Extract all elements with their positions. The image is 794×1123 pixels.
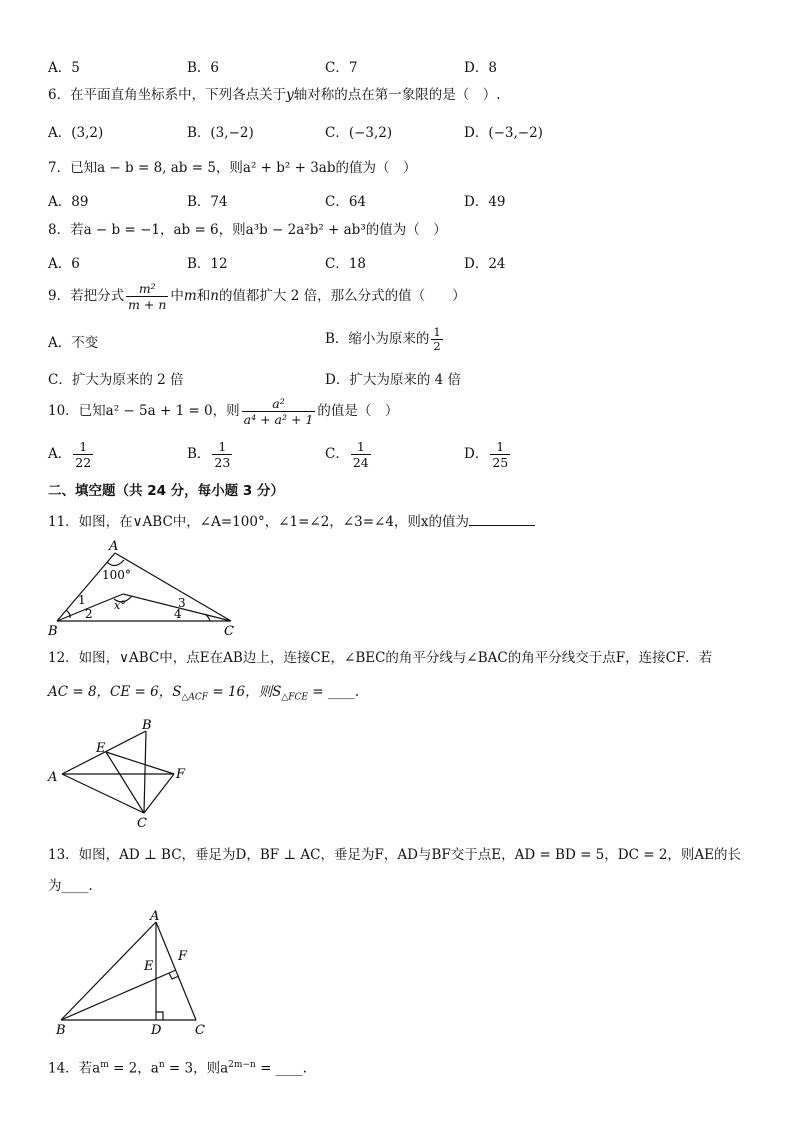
q11-stem [48, 513, 754, 531]
q14-tail: = ____. [255, 1060, 307, 1077]
q13-label-a: A [150, 909, 160, 924]
q6-stem-tail: 轴对称的点在第一象限的是（ ）. [293, 87, 501, 103]
q12-label-e: E [96, 741, 106, 756]
q12-s1-sub: △ACF [181, 692, 209, 703]
q9-fraction [126, 281, 168, 312]
q13-stem-line2: 为____. [48, 878, 93, 894]
q7-option-a[interactable]: A．89 [48, 194, 89, 210]
q9-stem-mid: 中 [170, 288, 184, 304]
q12-s2: S [272, 684, 282, 700]
q8-option-d[interactable]: D．24 [464, 256, 506, 272]
q14-mid1: = 2，a [108, 1060, 159, 1077]
q10-option-d-label: D． [464, 446, 489, 462]
q10-stem [48, 393, 754, 429]
q10-option-c-label: C． [325, 446, 349, 462]
q12-stem: 12．如图，∨ABC中，点E在AB边上，连接CE，∠BEC的角平分线与∠BAC的角平分线交于点F，连接CF．若 [48, 650, 713, 666]
q10-option-b-fraction [212, 439, 232, 470]
q6-stem-text: 6．在平面直角坐标系中，下列各点关于 [48, 87, 287, 103]
q5-option-a[interactable]: A．5 [48, 60, 80, 76]
q10-option-a-den: 22 [75, 455, 92, 470]
q9-frac-den: m + n [128, 297, 167, 312]
q12-label-c: C [137, 816, 147, 831]
q13-label-d: D [151, 1023, 162, 1038]
q6-stem [48, 86, 754, 104]
q10-option-b-label: B． [187, 446, 211, 462]
q10-option-a-num: 1 [73, 439, 93, 455]
q9-stem-pre: 9．若把分式 [48, 288, 125, 304]
q6-option-b[interactable]: B．(3,−2) [187, 125, 254, 141]
q11-label-2: 2 [85, 607, 93, 621]
q13-label-e: E [144, 959, 154, 974]
q10-stem-pre: 10．已知a² − 5a + 1 = 0，则 [48, 403, 240, 419]
q11-angle-a-arc [107, 560, 124, 566]
q10-option-b-den: 23 [214, 455, 231, 470]
q13-label-b: B [56, 1023, 66, 1038]
q11-answer-blank[interactable] [469, 513, 535, 526]
q10-frac-num: a² [242, 396, 316, 412]
q11-figure [44, 538, 244, 638]
q13-stem: 13．如图，AD ⊥ BC，垂足为D，BF ⊥ AC，垂足为F，AD与BF交于点E，AD = BD = 5，DC = 2，则AE的长 [48, 847, 742, 863]
q10-option-c-num: 1 [351, 439, 371, 455]
q11-label-b: B [48, 624, 58, 638]
q12-s1-val: = 16，则 [208, 684, 273, 700]
q10-option-d-fraction [490, 439, 510, 470]
q13-label-f: F [178, 949, 188, 964]
q5-option-c[interactable]: C．7 [325, 60, 358, 76]
q8-option-b[interactable]: B．12 [187, 256, 228, 272]
q7-option-c[interactable]: C．64 [325, 194, 367, 210]
q10-option-c-den: 24 [352, 455, 369, 470]
q12-s1: S [172, 684, 182, 700]
q9-var-n: n [210, 288, 219, 304]
q12-label-b: B [142, 718, 152, 733]
q13-edge-ac [156, 922, 196, 1020]
q7-option-d[interactable]: D．49 [464, 194, 506, 210]
q10-option-a[interactable] [48, 436, 95, 472]
q11-label-4: 4 [174, 607, 182, 621]
q10-option-b[interactable] [187, 436, 234, 472]
q11-label-a: A [109, 539, 119, 554]
q7-stem: 7．已知a − b = 8, ab = 5，则a² + b² + 3ab的值为（ ） [48, 160, 417, 176]
q9-option-b-num: 1 [433, 325, 441, 339]
q9-option-b-text: B．缩小为原来的 [325, 331, 430, 347]
q12-segment-ef [106, 752, 174, 774]
q8-stem: 8．若a − b = −1，ab = 6，则a³b − 2a²b² + ab³的值为（ ） [48, 222, 447, 238]
q5-option-b[interactable]: B．6 [187, 60, 220, 76]
q14-stem-pre: 14．若a [48, 1060, 101, 1077]
q10-option-b-num: 1 [212, 439, 232, 455]
q12-stem2-pre: AC = 8，CE = 6， [48, 684, 173, 700]
q14-stem [48, 1056, 754, 1078]
q9-and: 和 [196, 288, 211, 304]
q10-option-a-label: A． [48, 446, 72, 462]
q11-stem-text: 11．如图，在∨ABC中，∠A=100°，∠1=∠2，∠3=∠4，则x的值为 [48, 514, 470, 530]
q6-axis: y [286, 87, 294, 103]
q9-option-b-fraction [431, 326, 442, 353]
q11-edge-ac [115, 553, 231, 621]
q9-option-b[interactable] [325, 322, 445, 356]
q10-option-c[interactable] [325, 436, 373, 472]
section-2-heading: 二、填空题（共 24 分，每小题 3 分） [48, 483, 284, 499]
q6-option-c[interactable]: C．(−3,2) [325, 125, 393, 141]
q9-option-d[interactable]: D．扩大为原来的 4 倍 [325, 372, 461, 388]
q14-sup-m: m [100, 1060, 109, 1070]
q12-segment-fc [144, 774, 174, 813]
q5-option-d[interactable]: D．8 [464, 60, 497, 76]
q11-label-c: C [224, 624, 234, 638]
q12-edge-bc [144, 731, 146, 813]
q13-label-c: C [195, 1023, 205, 1038]
q12-label-a: A [48, 770, 58, 785]
q10-option-a-fraction [73, 439, 93, 470]
q6-option-a[interactable]: A．(3,2) [48, 125, 104, 141]
q13-edge-ab [61, 922, 156, 1020]
q9-stem-post: 的值都扩大 2 倍，那么分式的值（ ） [218, 288, 466, 304]
q13-right-angle-d [156, 1012, 163, 1020]
q12-s2-tail: = ____. [308, 684, 360, 700]
q11-label-x: x° [114, 599, 126, 612]
q11-label-1: 1 [78, 593, 86, 607]
q12-stem-line2 [48, 683, 754, 707]
q14-sup-n: n [158, 1060, 165, 1070]
q10-fraction [242, 396, 316, 427]
q14-sup-2m-n: 2m−n [228, 1060, 256, 1070]
q12-figure [42, 718, 202, 833]
q8-option-a[interactable]: A．6 [48, 256, 80, 272]
q9-stem [48, 279, 754, 313]
q14-mid2: = 3，则a [164, 1060, 229, 1077]
q9-option-c[interactable]: C．扩大为原来的 2 倍 [48, 372, 184, 388]
q6-option-d[interactable]: D．(−3,−2) [464, 125, 543, 141]
q8-option-c[interactable]: C．18 [325, 256, 367, 272]
q10-stem-post: 的值是（ ） [317, 403, 399, 419]
q11-label-3: 3 [178, 596, 186, 610]
q10-frac-den: a⁴ + a² + 1 [243, 412, 314, 427]
q10-option-d-num: 1 [490, 439, 510, 455]
q10-option-d[interactable] [464, 436, 512, 472]
q9-var-m: m [183, 288, 197, 304]
q9-option-a[interactable]: A．不变 [48, 335, 99, 351]
q12-label-f: F [176, 767, 186, 782]
q9-frac-num: m² [126, 281, 168, 297]
q7-option-b[interactable]: B．74 [187, 194, 228, 210]
q12-s2-sub: △FCE [281, 692, 308, 703]
q9-option-b-den: 2 [433, 339, 441, 353]
q11-label-angle-a: 100° [102, 568, 131, 582]
q13-figure [52, 908, 222, 1038]
q10-option-d-den: 25 [492, 455, 509, 470]
q10-option-c-fraction [351, 439, 371, 470]
